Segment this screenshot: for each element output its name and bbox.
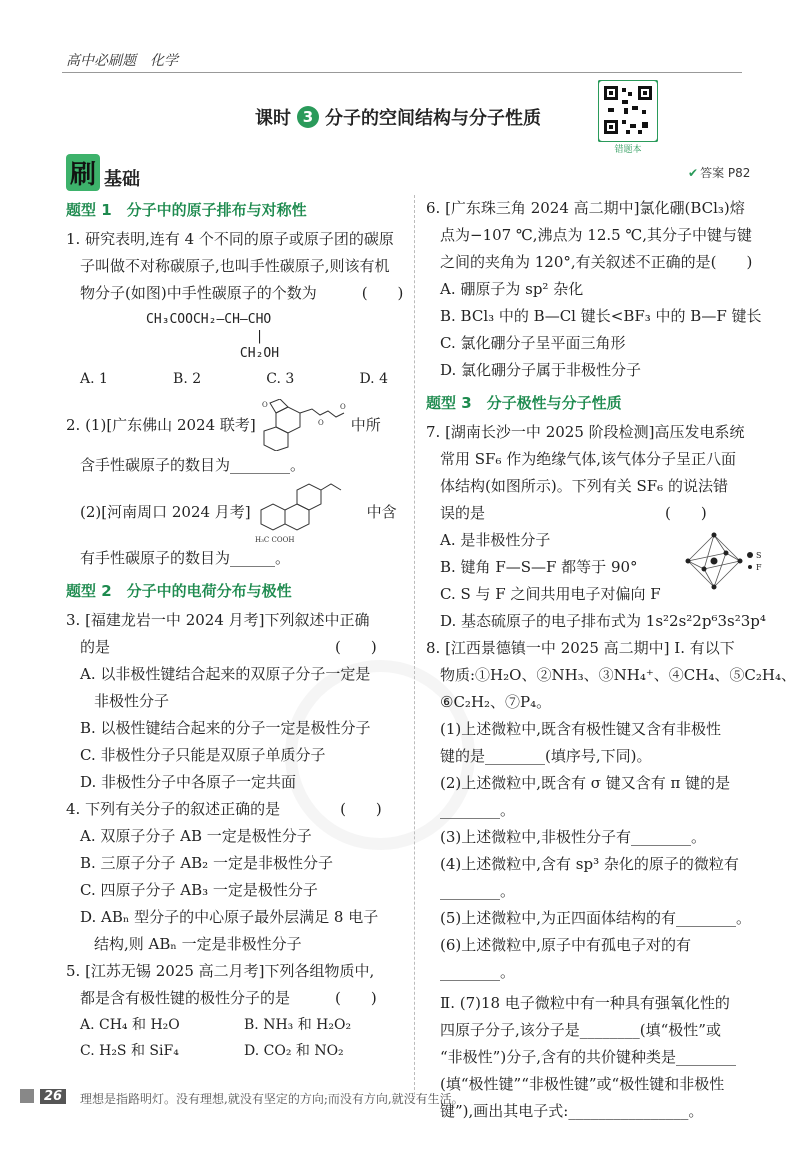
sf6-octahedron-diagram <box>682 531 766 593</box>
svg-text:O: O <box>339 403 346 411</box>
svg-text:S: S <box>756 551 762 560</box>
question-2: 2. (1)[广东佛山 2024 联考] O O O 中所 含手性碳原子的数目为________。 (2)[河南周口 2024 月考] H₃C COOH 中含 有手性碳原子的数目为______。 <box>66 401 397 567</box>
svg-text:O: O <box>317 419 324 427</box>
column-divider <box>414 195 415 1095</box>
answer-reference: ✔ 答案 P82 <box>688 166 751 180</box>
svg-text:F: F <box>756 563 762 572</box>
question-7: 7. [湖南长沙一中 2025 阶段检测]高压发电系统 常用 SF₆ 作为绝缘气体,该气体分子呈正八面 体结构(如图所示)。下列有关 SF₆ 的说法错 误的是 ( ) A. 是非极性分子 B. 键角 F—S—F 都等于 90° C. S 与 F 之间共用电子对偏向 F D. 基态硫原子的电子排布式为 1s²2s²2p⁶3s²3p⁴ S F <box>426 423 766 630</box>
section-heading-3: 题型 3 分子极性与分子性质 <box>426 394 622 412</box>
svg-text:O: O <box>261 401 268 409</box>
lesson-number: 3 <box>297 106 319 128</box>
question-4: 4. 下列有关分子的叙述正确的是 ( ) A. 双原子分子 AB 一定是极性分子 B. 三原子分子 AB₂ 一定是非极性分子 C. 四原子分子 AB₃ 一定是极性分子 D. ABₙ 型分子的中心原子最外层满足 8 电子 结构,则 ABₙ 一定是非极性分子 <box>66 800 382 953</box>
section-heading-2: 题型 2 分子中的电荷分布与极性 <box>66 582 292 600</box>
question-6: 6. [广东珠三角 2024 高二期中]氯化硼(BCl₃)熔 点为−107 ℃,沸点为 12.5 ℃,其分子中键与键 之间的夹角为 120°,有关叙述不正确的是( ) A. 硼原子为 sp² 杂化 B. BCl₃ 中的 B—Cl 键长<BF₃ 中的 B—F 键长 C. 氯化硼分子呈平面三角形 D. 氯化硼分子属于非极性分子 <box>426 199 762 379</box>
right-column <box>426 195 796 1125</box>
footer-motto: 理想是指路明灯。没有理想,就没有坚定的方向;而没有方向,就没有生活。 <box>80 1092 464 1106</box>
brand-mark: 刷 <box>66 154 100 191</box>
question-8: 8. [江西景德镇一中 2025 高二期中] Ⅰ. 有以下 物质:①H₂O、②NH₃、③NH₄⁺、④CH₄、⑤C₂H₄、 ⑥C₂H₂、⑦P₄。 (1)上述微粒中,既含有极性键又含有非极性 键的是________(填序号,下同)。 (2)上述微粒中,既含有 σ 键又含有 π 键的是 ________。 (3)上述微粒中,非极性分子有________。 (4)上述微粒中,含有 sp³ 杂化的原子的微粒有 ________。 (5)上述微粒中,为正四面体结构的有________。 (6)上述微粒中,原子中有孤电子对的有 ________。 Ⅱ. (7)18 电子微粒中有一种具有强氧化性的 四原子分子,该分子是________(填“极性”或 “非极性”)分子,含有的共价键种类是________ (填“极性键”“非极性键”或“极性键和非极性 键”),画出其电子式:________________。 <box>426 639 796 1120</box>
structural-formula: CH₃COOCH₂—CH—CHO | CH₂OH <box>146 312 280 361</box>
question-3: 3. [福建龙岩一中 2024 月考]下列叙述中正确 的是 ( ) A. 以非极性键结合起来的双原子分子一定是 非极性分子 B. 以极性键结合起来的分子一定是极性分子 C. 非极性分子只能是双原子单质分子 D. 非极性分子中各原子一定共面 <box>66 611 377 791</box>
check-icon: ✔ <box>688 166 699 180</box>
lesson-name: 分子的空间结构与分子性质 <box>325 108 541 129</box>
svg-text:H₃C COOH: H₃C COOH <box>254 536 295 544</box>
section-heading-1: 题型 1 分子中的原子排布与对称性 <box>66 201 307 219</box>
question-1: 1. 研究表明,连有 4 个不同的原子或原子团的碳原 子叫做不对称碳原子,也叫手性碳原子,则该有机 物分子(如图)中手性碳原子的个数为 ( ) CH₃COOCH₂—CH—CHO | CH₂OH A. 1 B. 2 C. 3 D. 4 <box>66 226 408 392</box>
header-rule <box>62 72 742 73</box>
footer-mark <box>20 1089 34 1103</box>
qr-code-icon[interactable] <box>598 80 658 142</box>
section-brand <box>66 154 140 191</box>
left-column <box>66 195 408 1064</box>
page-number: 26 <box>40 1089 66 1104</box>
lesson-title <box>255 104 541 130</box>
options-q5: A. CH₄ 和 H₂O B. NH₃ 和 H₂O₂ C. H₂S 和 SiF₄ D. CO₂ 和 NO₂ <box>80 1017 352 1059</box>
molecule-structure-1 <box>256 399 351 451</box>
options-q1: A. 1 B. 2 C. 3 D. 4 <box>80 371 388 387</box>
molecule-structure-2 <box>251 480 347 544</box>
page-footer <box>20 1085 490 1113</box>
lesson-prefix: 课时 <box>255 108 291 129</box>
question-5: 5. [江苏无锡 2025 高二月考]下列各组物质中, 都是含有极性键的极性分子的是 ( ) A. CH₄ 和 H₂O B. NH₃ 和 H₂O₂ C. H₂S 和 SiF₄ D. CO₂ 和 NO₂ <box>66 958 408 1064</box>
running-header: 高中必刷题 化学 <box>66 53 178 69</box>
qr-label: 错题本 <box>614 145 642 155</box>
brand-label: 基础 <box>104 169 141 190</box>
